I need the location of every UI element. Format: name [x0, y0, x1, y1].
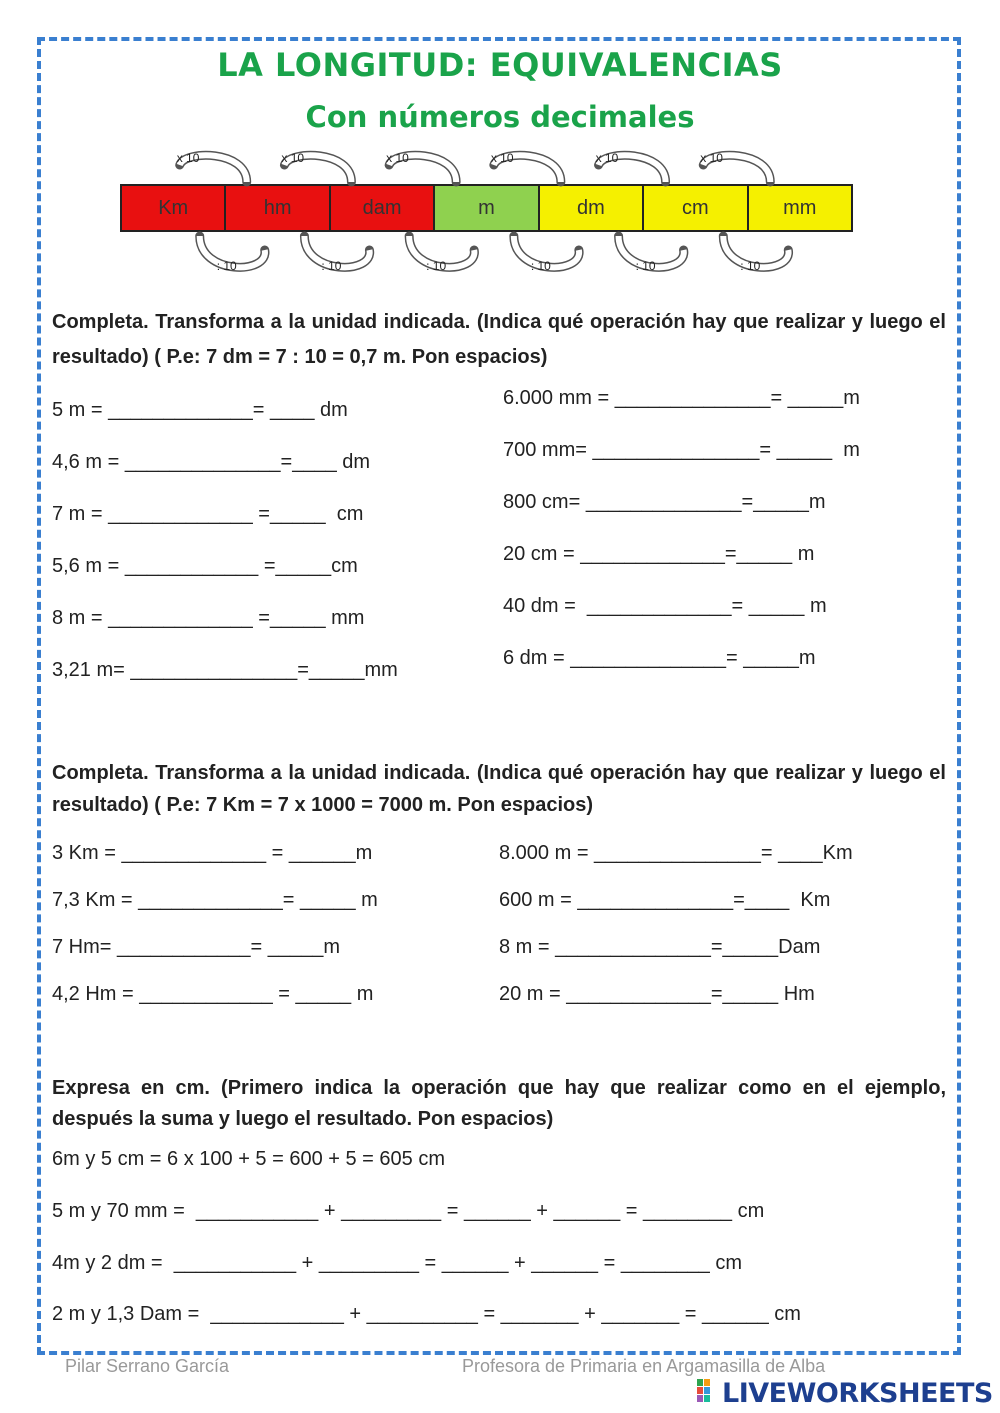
exercise-1-right-5[interactable]: 40 dm = _____________= _____ m [503, 595, 827, 617]
divide-label: : 10 [426, 259, 447, 273]
exercise-2-right-3[interactable]: 8 m = ______________=_____Dam [499, 936, 821, 958]
divide-label: : 10 [321, 259, 342, 273]
divide-label: : 10 [635, 259, 656, 273]
exercise-3-line-3[interactable]: 2 m y 1,3 Dam = ____________ + __________ = _______ + _______ = ______ cm [52, 1303, 801, 1325]
exercise-1-right-6[interactable]: 6 dm = ______________= _____m [503, 647, 816, 669]
conversion-arrows [0, 0, 1000, 290]
page-title: LA LONGITUD: EQUIVALENCIAS [217, 46, 783, 84]
unit-cell-mm: mm [749, 186, 851, 230]
exercise-1-left-2[interactable]: 4,6 m = ______________=____ dm [52, 451, 371, 473]
exercise-2-right-4[interactable]: 20 m = _____________=_____ Hm [499, 983, 815, 1005]
example-line: 6m y 5 cm = 6 x 100 + 5 = 600 + 5 = 605 cm [52, 1148, 446, 1170]
multiply-label: x 10 [281, 151, 305, 165]
exercise-2-left-2[interactable]: 7,3 Km = _____________= _____ m [52, 889, 378, 911]
multiply-label: x 10 [176, 151, 200, 165]
footer-author: Pilar Serrano García [65, 1356, 230, 1376]
multiply-label: x 10 [490, 151, 514, 165]
unit-cell-hm: hm [226, 186, 330, 230]
exercise-2-right-2[interactable]: 600 m = ______________=____ Km [499, 889, 831, 911]
exercise-3-line-1[interactable]: 5 m y 70 mm = ___________ + _________ = ______ + ______ = ________ cm [52, 1200, 765, 1222]
exercise-2-right-1[interactable]: 8.000 m = _______________= ____Km [499, 842, 853, 864]
multiply-label: x 10 [700, 151, 723, 165]
exercise-1-right-4[interactable]: 20 cm = _____________=_____ m [503, 543, 815, 565]
divide-label: : 10 [740, 259, 761, 273]
instruction-3: Expresa en cm. (Primero indica la operación que hay que realizar como en el ejemplo, después la suma y luego el resultado. Pon espacios) [52, 1077, 946, 1130]
page-subtitle: Con números decimales [305, 100, 695, 134]
exercise-2-left-3[interactable]: 7 Hm= ____________= _____m [52, 936, 341, 958]
exercise-2-left-1[interactable]: 3 Km = _____________ = ______m [52, 842, 373, 864]
unit-cell-km: Km [122, 186, 226, 230]
exercise-1-left-3[interactable]: 7 m = _____________ =_____ cm [52, 503, 364, 525]
unit-cell-m: m [435, 186, 539, 230]
exercise-1-left-5[interactable]: 8 m = _____________ =_____ mm [52, 607, 365, 629]
multiply-label: x 10 [386, 151, 409, 165]
instruction-1: Completa. Transforma a la unidad indicada. (Indica qué operación hay que realizar y luego el resultado) ( P.e: 7 dm = 7 : 10 = 0,7 m. Pon espacios) [52, 311, 946, 368]
exercise-1-left-1[interactable]: 5 m = _____________= ____ dm [52, 399, 348, 421]
exercise-1-left-4[interactable]: 5,6 m = ____________ =_____cm [52, 555, 358, 577]
multiply-label: x 10 [595, 151, 619, 165]
exercise-1-right-2[interactable]: 700 mm= _______________= _____ m [503, 439, 860, 461]
exercise-1-right-1[interactable]: 6.000 mm = ______________= _____m [503, 387, 860, 409]
liveworksheets-logo-icon [697, 1379, 719, 1403]
unit-cell-dam: dam [331, 186, 435, 230]
divide-label: : 10 [216, 259, 237, 273]
divide-label: : 10 [530, 259, 551, 273]
instruction-2: Completa. Transforma a la unidad indicada. (Indica qué operación hay que realizar y luego el resultado) ( P.e: 7 Km = 7 x 1000 = 7000 m. Pon espacios) [52, 762, 946, 816]
exercise-1-right-3[interactable]: 800 cm= ______________=_____m [503, 491, 826, 513]
exercise-2-left-4[interactable]: 4,2 Hm = ____________ = _____ m [52, 983, 374, 1005]
footer-role: Profesora de Primaria en Argamasilla de Alba [462, 1356, 826, 1376]
footer-brand: LIVEWORKSHEETS [722, 1378, 993, 1409]
exercise-3-line-2[interactable]: 4m y 2 dm = ___________ + _________ = ______ + ______ = ________ cm [52, 1252, 743, 1274]
unit-cell-dm: dm [540, 186, 644, 230]
unit-cell-cm: cm [644, 186, 748, 230]
exercise-1-left-6[interactable]: 3,21 m= _______________=_____mm [52, 659, 398, 681]
